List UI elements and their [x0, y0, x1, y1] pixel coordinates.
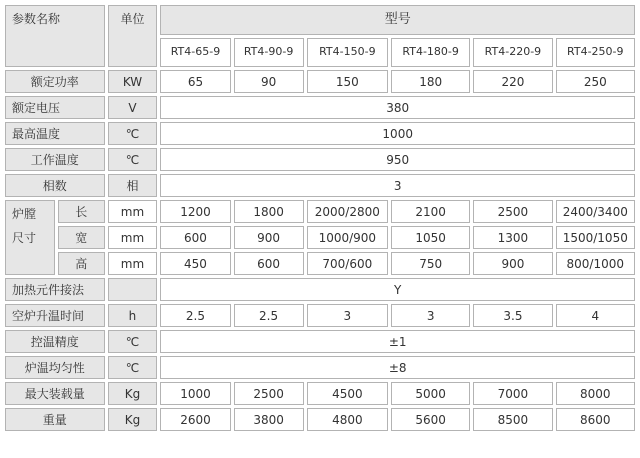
value-cell: 65 [160, 70, 230, 93]
value-cell: 4800 [307, 408, 388, 431]
value-cell: 250 [556, 70, 635, 93]
row-unit: V [108, 96, 158, 119]
model-cell: RT4-250-9 [556, 38, 635, 68]
value-cell: 2.5 [160, 304, 230, 327]
row-unit: ℃ [108, 330, 158, 353]
row-rated-power [5, 70, 635, 93]
value-cell: 8000 [556, 382, 635, 405]
row-label: 最大装载量 [5, 382, 105, 405]
row-label: 控温精度 [5, 330, 105, 353]
row-unit: ℃ [108, 148, 158, 171]
value-cell: 5600 [391, 408, 470, 431]
row-label: 炉温均匀性 [5, 356, 105, 379]
header-unit: 单位 [108, 5, 158, 67]
value-cell: 900 [473, 252, 552, 275]
row-rated-voltage [5, 96, 635, 119]
value-cell: 220 [473, 70, 552, 93]
row-phases [5, 174, 635, 197]
value-cell: 3800 [234, 408, 304, 431]
value-cell: 2400/3400 [556, 200, 635, 223]
row-unit: mm [108, 252, 158, 275]
value-cell: 600 [160, 226, 230, 249]
row-label: 空炉升温时间 [5, 304, 105, 327]
row-sublabel: 长 [58, 200, 105, 223]
value-cell: 600 [234, 252, 304, 275]
row-max-temp [5, 122, 635, 145]
value-cell: 1050 [391, 226, 470, 249]
row-heater-connection [5, 278, 635, 301]
model-cell: RT4-220-9 [473, 38, 552, 68]
value-cell: 1500/1050 [556, 226, 635, 249]
value-cell: 2000/2800 [307, 200, 388, 223]
row-label: 额定功率 [5, 70, 105, 93]
value-cell: 5000 [391, 382, 470, 405]
row-unit [108, 278, 158, 301]
value-cell: 700/600 [307, 252, 388, 275]
model-cell: RT4-150-9 [307, 38, 388, 68]
value-cell: 2.5 [234, 304, 304, 327]
value-cell: 4 [556, 304, 635, 327]
value-cell: 8600 [556, 408, 635, 431]
row-max-load [5, 382, 635, 405]
value-cell: 1000 [160, 382, 230, 405]
header-row [5, 5, 635, 35]
row-label: 重量 [5, 408, 105, 431]
value-cell: 3 [391, 304, 470, 327]
row-sublabel: 高 [58, 252, 105, 275]
value-cell-merged: ±1 [160, 330, 635, 353]
chamber-label-line1: 炉膛 [12, 207, 37, 221]
value-cell: 900 [234, 226, 304, 249]
chamber-label [5, 200, 55, 275]
model-cell: RT4-90-9 [234, 38, 304, 68]
value-cell: 4500 [307, 382, 388, 405]
spec-table [2, 2, 638, 434]
header-model: 型号 [160, 5, 635, 35]
value-cell-merged: 1000 [160, 122, 635, 145]
row-unit: mm [108, 200, 158, 223]
row-unit: Kg [108, 408, 158, 431]
row-label: 工作温度 [5, 148, 105, 171]
value-cell: 8500 [473, 408, 552, 431]
row-unit: ℃ [108, 122, 158, 145]
value-cell-merged: 3 [160, 174, 635, 197]
row-weight [5, 408, 635, 431]
row-chamber-length [5, 200, 635, 223]
value-cell-merged: Y [160, 278, 635, 301]
value-cell: 90 [234, 70, 304, 93]
value-cell: 1800 [234, 200, 304, 223]
value-cell: 1200 [160, 200, 230, 223]
row-chamber-height [5, 252, 635, 275]
value-cell: 1300 [473, 226, 552, 249]
value-cell-merged: ±8 [160, 356, 635, 379]
row-label: 相数 [5, 174, 105, 197]
value-cell: 450 [160, 252, 230, 275]
value-cell: 750 [391, 252, 470, 275]
row-temp-precision [5, 330, 635, 353]
value-cell: 2600 [160, 408, 230, 431]
row-unit: 相 [108, 174, 158, 197]
value-cell: 2500 [234, 382, 304, 405]
value-cell: 1000/900 [307, 226, 388, 249]
model-cell: RT4-180-9 [391, 38, 470, 68]
value-cell: 7000 [473, 382, 552, 405]
row-heatup-time [5, 304, 635, 327]
row-unit: h [108, 304, 158, 327]
value-cell: 3.5 [473, 304, 552, 327]
value-cell: 2100 [391, 200, 470, 223]
row-label: 最高温度 [5, 122, 105, 145]
row-unit: KW [108, 70, 158, 93]
row-temp-uniformity [5, 356, 635, 379]
value-cell: 180 [391, 70, 470, 93]
value-cell-merged: 380 [160, 96, 635, 119]
row-chamber-width [5, 226, 635, 249]
value-cell-merged: 950 [160, 148, 635, 171]
value-cell: 150 [307, 70, 388, 93]
chamber-label-line2: 尺寸 [12, 231, 37, 245]
value-cell: 800/1000 [556, 252, 635, 275]
row-unit: Kg [108, 382, 158, 405]
value-cell: 3 [307, 304, 388, 327]
value-cell: 2500 [473, 200, 552, 223]
row-work-temp [5, 148, 635, 171]
row-unit: mm [108, 226, 158, 249]
model-cell: RT4-65-9 [160, 38, 230, 68]
row-label: 加热元件接法 [5, 278, 105, 301]
row-sublabel: 宽 [58, 226, 105, 249]
row-unit: ℃ [108, 356, 158, 379]
row-label: 额定电压 [5, 96, 105, 119]
header-param-name: 参数名称 [5, 5, 105, 67]
